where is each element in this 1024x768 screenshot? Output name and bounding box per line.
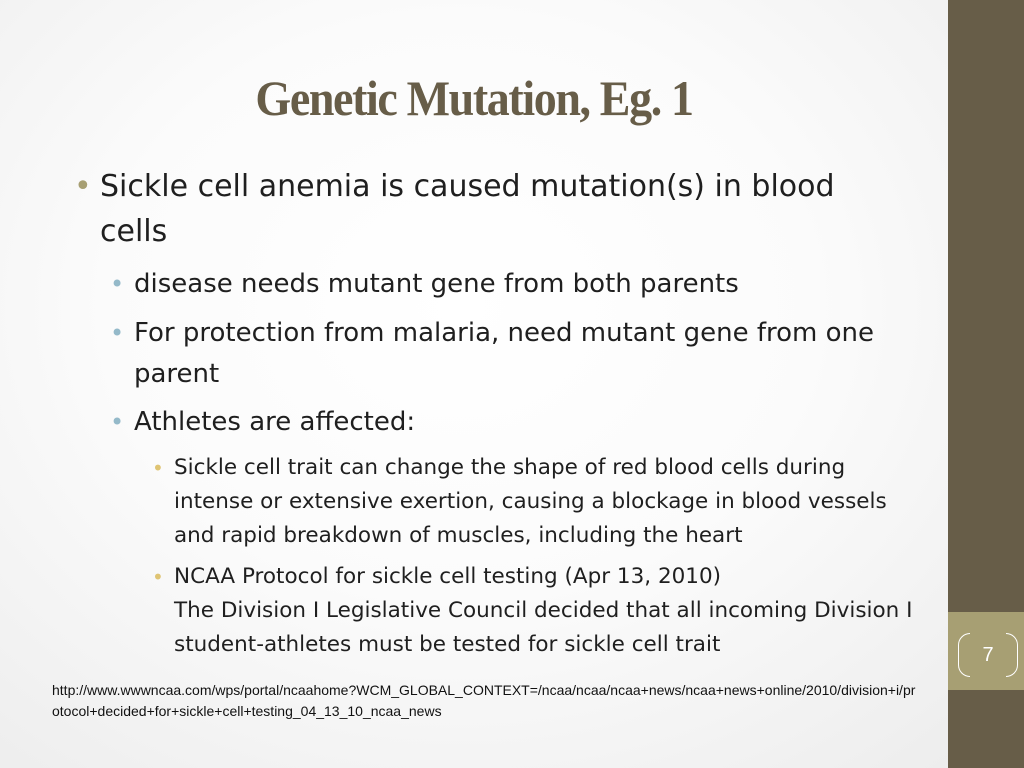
right-brace-icon — [1006, 633, 1018, 677]
left-brace-icon — [958, 633, 970, 677]
bullet-dot-icon: • — [74, 169, 92, 204]
bullet-level2-malaria-protection — [110, 313, 900, 395]
bullet-dot-icon: • — [152, 456, 164, 480]
bullet-text: Athletes are affected: — [134, 407, 416, 437]
page-number: 7 — [982, 644, 994, 666]
bullet-level2-athletes-affected — [110, 402, 900, 443]
bullet-level3-sickle-cell-trait — [152, 451, 922, 553]
bullet-level2-both-parents — [110, 264, 900, 305]
source-url-text: http://www.wwwncaa.com/wps/portal/ncaahome?WCM_GLOBAL_CONTEXT=/ncaa/ncaa/ncaa+news/ncaa+news+online/2010/division+i/protocol+decided+for+sickle+cell+testing_04_13_10_ncaa_news — [52, 682, 916, 719]
bullet-text: Sickle cell trait can change the shape of red blood cells during intense or extensive exertion, causing a blockage in blood vessels and rapid breakdown of muscles, including the heart — [174, 455, 887, 548]
bullet-text: For protection from malaria, need mutant gene from one parent — [134, 318, 875, 389]
bullet-text: disease needs mutant gene from both parents — [134, 269, 739, 299]
bullet-dot-icon: • — [110, 408, 125, 436]
bullet-text: NCAA Protocol for sickle cell testing (Apr 13, 2010) The Division I Legislative Council decided that all incoming Division I student-athletes must be tested for sickle cell trait — [174, 564, 913, 657]
bullet-dot-icon: • — [152, 565, 164, 589]
slide-title: Genetic Mutation, Eg. 1 — [255, 70, 693, 126]
bullet-dot-icon: • — [110, 270, 125, 298]
bullet-level1-sickle-cell-anemia — [74, 164, 904, 254]
bullet-level3-ncaa-protocol — [152, 560, 922, 662]
bullet-text: Sickle cell anemia is caused mutation(s) in blood cells — [100, 169, 835, 249]
bullet-dot-icon: • — [110, 319, 125, 347]
